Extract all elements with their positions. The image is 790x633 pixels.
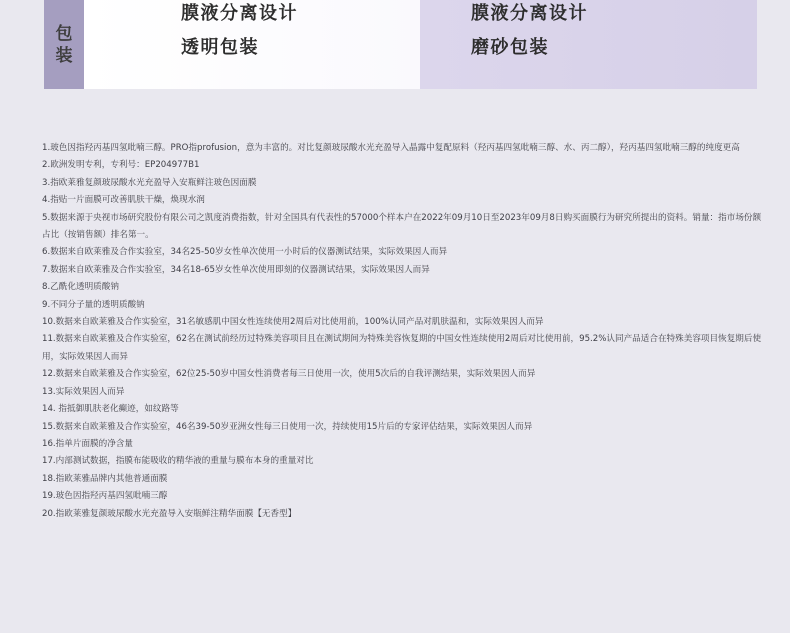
footnote-item: 8.乙酰化透明质酸钠 — [42, 282, 119, 293]
footnote-item: 17.内部测试数据，指膜布能吸收的精华液的重量与膜布本身的重量对比 — [42, 456, 314, 467]
left-packaging-text: 透明包装 — [181, 37, 259, 58]
row-label-char: 包 — [55, 23, 73, 44]
footnote-item: 11.数据来自欧莱雅及合作实验室，62名在测试前经历过特殊美容项目且在测试期间为特殊美容恢复期的中国女性连续使用2周后对比使用前，95.2%认同产品适合在特殊美容项目恢复期后使用，实际效果因人而异 — [42, 334, 762, 362]
comparison-cell-left — [84, 0, 420, 89]
footnote-item: 6.数据来自欧莱雅及合作实验室，34名25-50岁女性单次使用一小时后的仪器测试结果，实际效果因人而异 — [42, 247, 448, 258]
footnotes-list — [42, 140, 767, 523]
footnote-item: 19.玻色因指羟丙基四氢吡喃三醇 — [42, 491, 168, 502]
right-packaging-text: 磨砂包装 — [471, 37, 549, 58]
footnote-item: 3.指欧莱雅复颜玻尿酸水光充盈导入安瓶鲜注玻色因面膜 — [42, 177, 257, 188]
footnote-item: 10.数据来自欧莱雅及合作实验室，31名敏感肌中国女性连续使用2周后对比使用前，100%认同产品对肌肤温和，实际效果因人而异 — [42, 317, 544, 328]
footnote-item: 1.玻色因指羟丙基四氢吡喃三醇。PRO指profusion，意为丰富的。对比复颜玻尿酸水光充盈导入晶露中复配原料（羟丙基四氢吡喃三醇、水、丙二醇），羟丙基四氢吡喃三醇的纯度更高 — [42, 143, 740, 153]
footnote-item: 20.指欧莱雅复颜玻尿酸水光充盈导入安瓶鲜注精华面膜【无香型】 — [42, 508, 297, 519]
footnote-item: 14. 指抵御肌肤老化癫迹，如纹路等 — [42, 404, 179, 415]
footnote-item: 15.数据来自欧莱雅及合作实验室，46名39-50岁亚洲女性每三日使用一次，持续使用15片后的专家评估结果，实际效果因人而异 — [42, 421, 533, 432]
footnote-item: 9.不同分子量的透明质酸钠 — [42, 299, 145, 310]
row-label-packaging — [44, 0, 84, 89]
footnote-item: 13.实际效果因人而异 — [42, 386, 125, 397]
footnote-item: 16.指单片面膜的净含量 — [42, 438, 134, 449]
comparison-cell-right — [420, 0, 757, 89]
row-label-char: 装 — [55, 45, 73, 66]
footnote-item: 2.欧洲发明专利，专利号：EP204977B1 — [42, 160, 200, 171]
footnote-item: 12.数据来自欧莱雅及合作实验室，62位25-50岁中国女性消费者每三日使用一次，使用5次后的自我评测结果，实际效果因人而异 — [42, 369, 536, 380]
left-design-text: 膜液分离设计 — [181, 3, 298, 24]
packaging-comparison-row — [44, 0, 757, 89]
right-design-text: 膜液分离设计 — [471, 3, 588, 24]
footnote-item: 5.数据来源于央视市场研究股份有限公司之凯度消费指数，针对全国具有代表性的57000个样本户在2022年09月10日至2023年09月8日购买面膜行为研究所提出的资料。销量：指市场份额占比（按销售额）排名第一。 — [42, 212, 762, 241]
footnote-item: 18.指欧莱雅品牌内其他普通面膜 — [42, 473, 168, 484]
footnote-item: 7.数据来自欧莱雅及合作实验室，34名18-65岁女性单次使用即刻的仪器测试结果，实际效果因人而异 — [42, 264, 430, 275]
footnote-item: 4.指贴一片面膜可改善肌肤干燥，焕现水润 — [42, 195, 205, 206]
